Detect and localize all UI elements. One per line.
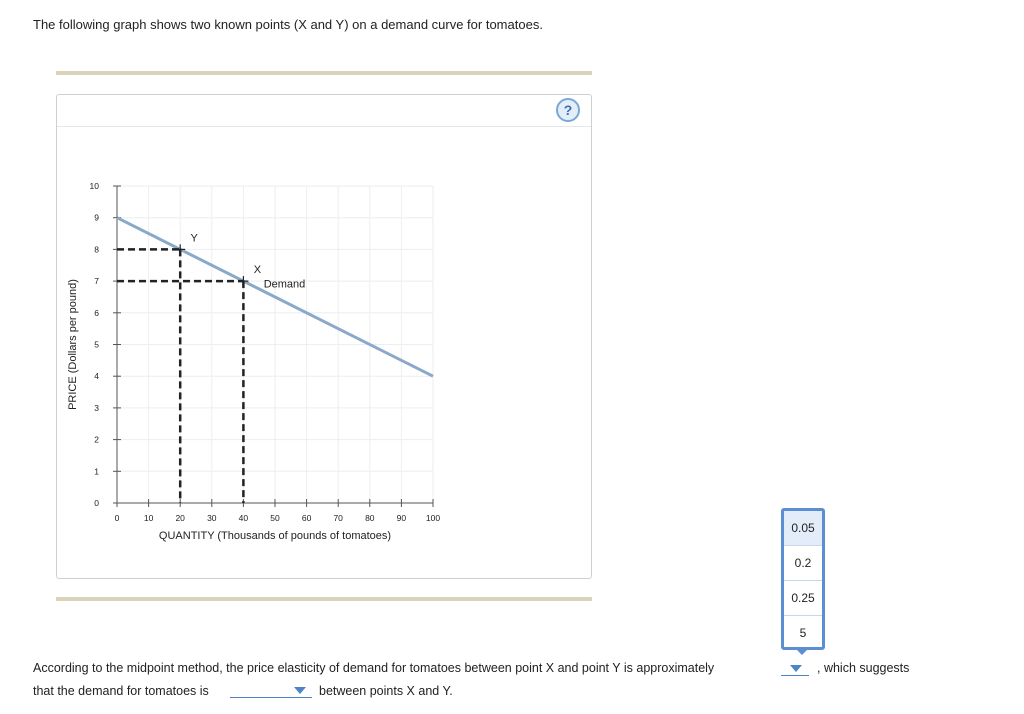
point-label: Y <box>190 232 198 245</box>
dropdown-pointer-icon <box>797 650 807 655</box>
question-line-1-end: , which suggests <box>817 661 910 675</box>
y-tick-label: 9 <box>94 212 99 223</box>
y-tick-label: 0 <box>94 498 99 508</box>
y-tick-label: 4 <box>94 371 99 382</box>
dropdown-option[interactable]: 5 <box>799 626 807 640</box>
point-label: X <box>253 264 262 277</box>
demand-chart <box>57 95 591 578</box>
y-tick-label: 3 <box>94 402 99 413</box>
dropdown-option[interactable]: 0.2 <box>784 546 822 581</box>
x-tick-label: 60 <box>301 513 312 523</box>
x-tick-label: 0 <box>114 513 120 523</box>
x-axis-title: QUANTITY (Thousands of pounds of tomatoes) <box>158 530 392 542</box>
demand-type-select[interactable] <box>230 686 312 698</box>
question-line-1: According to the midpoint method, the price elasticity of demand for tomatoes between point X and point Y is approximately <box>33 661 715 675</box>
y-tick-label: 7 <box>94 276 99 287</box>
chevron-down-icon <box>790 665 802 672</box>
question-line-2: that the demand for tomatoes is <box>33 684 209 698</box>
elasticity-dropdown-list[interactable] <box>781 508 825 650</box>
dropdown-option[interactable]: 0.25 <box>784 581 822 616</box>
x-tick-label: 40 <box>238 513 249 523</box>
x-tick-label: 50 <box>270 513 280 523</box>
y-tick-label: 8 <box>94 244 99 255</box>
bottom-divider <box>56 597 592 601</box>
help-icon[interactable]: ? <box>556 98 580 122</box>
x-tick-label: 100 <box>425 513 441 523</box>
chevron-down-icon <box>294 687 306 694</box>
y-tick-label: 2 <box>94 434 99 445</box>
y-axis-title: PRICE (Dollars per pound) <box>67 279 79 410</box>
y-tick-label: 5 <box>94 339 99 350</box>
intro-text: The following graph shows two known points (X and Y) on a demand curve for tomatoes. <box>33 17 543 32</box>
x-tick-label: 90 <box>396 513 407 523</box>
x-tick-label: 10 <box>143 513 154 523</box>
top-divider <box>56 71 592 75</box>
x-tick-label: 70 <box>333 513 343 523</box>
elasticity-select[interactable] <box>781 664 809 676</box>
dropdown-option[interactable]: 0.05 <box>784 511 822 546</box>
demand-label: Demand <box>263 278 306 291</box>
x-tick-label: 80 <box>365 513 375 523</box>
question-line-2-end: between points X and Y. <box>319 684 453 698</box>
y-tick-label: 1 <box>94 466 99 477</box>
graph-panel <box>56 94 592 579</box>
y-tick-label: 10 <box>89 181 99 191</box>
x-tick-label: 30 <box>207 513 217 523</box>
y-tick-label: 6 <box>94 307 99 318</box>
x-tick-label: 20 <box>175 513 185 523</box>
